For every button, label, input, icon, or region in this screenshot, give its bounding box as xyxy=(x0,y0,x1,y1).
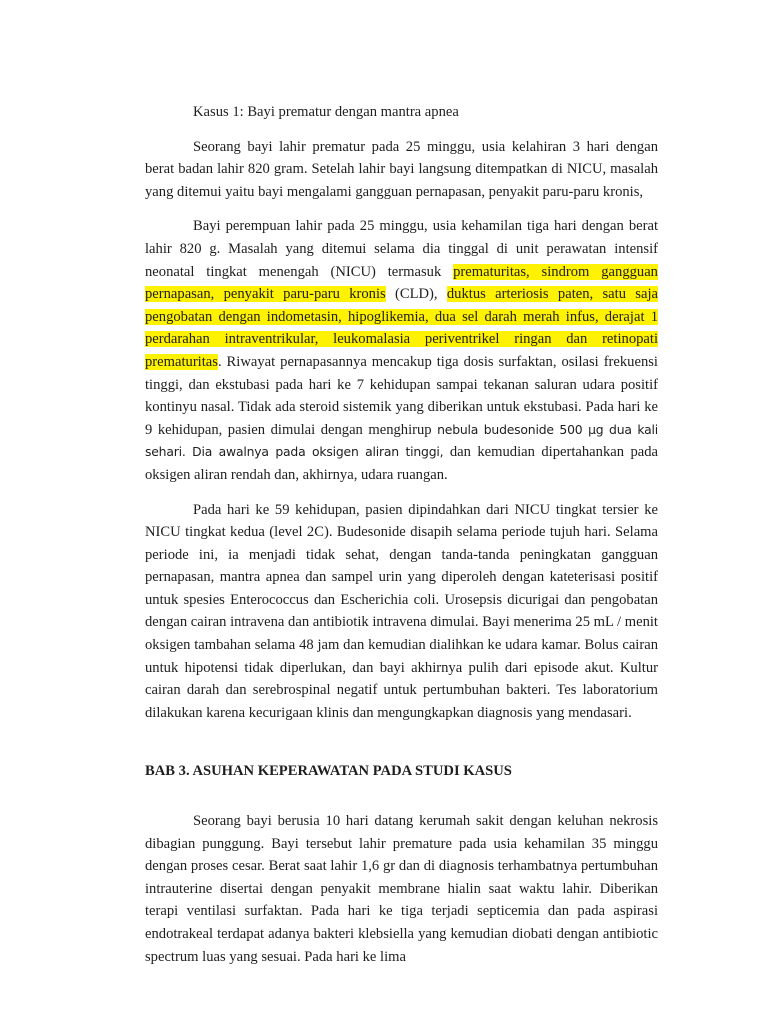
document-body xyxy=(145,101,658,968)
case-paragraph-2-alt-font-text: nebula budesonide 500 µg dua kali sehari. Dia awalnya pada oksigen aliran tinggi, xyxy=(145,421,658,460)
case-paragraph-2-text-a: Bayi perempuan lahir pada 25 minggu, usia kehamilan tiga hari dengan berat lahir 820 g. Masalah yang ditemui selama dia tinggal di unit perawatan intensif neonatal tingkat menengah (NICU) termasuk xyxy=(145,218,658,280)
case-paragraph-2 xyxy=(145,215,658,486)
chapter-heading: BAB 3. ASUHAN KEPERAWATAN PADA STUDI KASUS xyxy=(145,763,512,780)
case-paragraph-3: Pada hari ke 59 kehidupan, pasien dipindahkan dari NICU tingkat tersier ke NICU tingkat kedua (level 2C). Budesonide disapih selama periode tujuh hari. Selama periode ini, ia menjadi tidak sehat, dengan tanda-tanda peningkatan gangguan pernapasan, mantra apnea dan sampel urin yang diperoleh dengan kateterisasi positif untuk spesies Enterococcus dan Escherichia coli. Urosepsis dicurigai dan pengobatan dengan cairan intravena dan antibiotik intravena dimulai. Bayi menerima 25 mL / menit oksigen tambahan selama 48 jam dan kemudian dialihkan ke udara kamar. Bolus cairan untuk hipotensi tidak diperlukan, dan bayi akhirnya pulih dari episode akut. Kultur cairan darah dan serebrospinal negatif untuk pertumbuhan bakteri. Tes laboratorium dilakukan karena kecurigaan klinis dan mengungkapkan diagnosis yang mendasari. xyxy=(145,501,658,721)
case-paragraph-2-text-c: . Riwayat pernapasannya mencakup tiga dosis surfaktan, osilasi frekuensi tinggi, dan ekstubasi pada hari ke 7 kehidupan sampai tekanan saluran udara positif kontinyu nasal. Tidak ada steroid sistemik yang diberikan untuk ekstubasi. Pada hari ke 9 kehidupan, pasien dimulai dengan menghirup xyxy=(145,353,658,438)
highlighted-text-1: prematuritas, sindrom gangguan pernapasan, penyakit paru-paru kronis xyxy=(145,263,658,303)
chapter-paragraph-1: Seorang bayi berusia 10 hari datang kerumah sakit dengan keluhan nekrosis dibagian punggung. Bayi tersebut lahir premature pada usia kehamilan 35 minggu dengan proses cesar. Berat saat lahir 1,6 gr dan di diagnosis terhambatnya pertumbuhan intrauterine disertai dengan penyakit membrane hialin saat waktu lahir. Diberikan terapi ventilasi surfaktan. Pada hari ke tiga terjadi septicemia dan pada aspirasi endotrakeal terdapat adanya bakteri klebsiella yang kemudian diobati dengan antibiotic spectrum luas yang sesuai. Pada hari ke lima xyxy=(145,813,658,965)
case-title: Kasus 1: Bayi prematur dengan mantra apnea xyxy=(193,104,459,120)
case-paragraph-2-text-d: dan kemudian dipertahankan pada oksigen aliran rendah dan, akhirnya, udara ruangan. xyxy=(145,444,659,483)
case-paragraph-2-text-b: (CLD), xyxy=(385,286,447,303)
highlighted-text-2: duktus arteriosis paten, satu saja pengobatan dengan indometasin, hipoglikemia, dua sel darah merah infus, derajat 1 perdarahan intraventrikular, leukomalasia periventrikel ringan dan retinopati prematuritas xyxy=(145,286,658,370)
case-paragraph-1: Seorang bayi lahir prematur pada 25 minggu, usia kelahiran 3 hari dengan berat badan lahir 820 gram. Setelah lahir bayi langsung ditempatkan di NICU, masalah yang ditemui yaitu bayi mengalami gangguan pernapasan, penyakit paru-paru kronis, xyxy=(145,138,658,200)
